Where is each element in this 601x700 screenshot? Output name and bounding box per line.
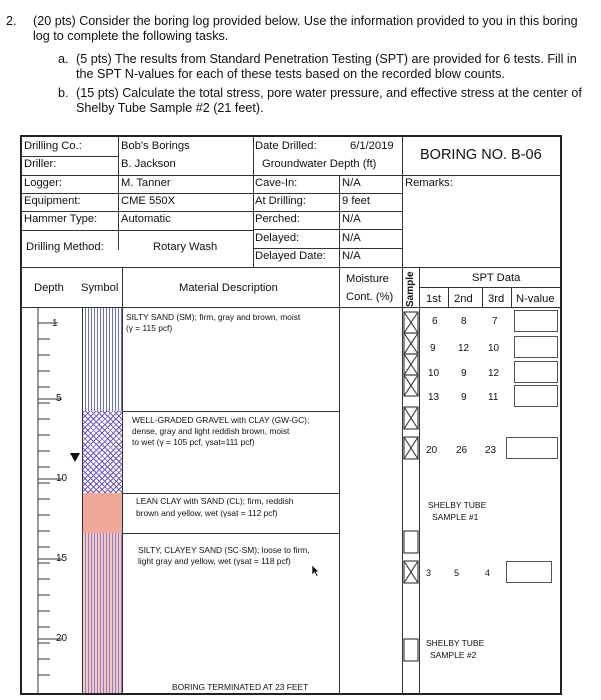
task-b-text: (15 pts) Calculate the total stress, pore water pressure, and effective stress at the center of Shelby Tube Sample #2 (21 feet).: [76, 86, 582, 116]
date-drilled-value: 6/1/2019: [350, 140, 394, 152]
hammer-value: Automatic: [121, 213, 171, 225]
driller-value: B. Jackson: [121, 158, 176, 170]
spt1-nvalue-box[interactable]: [514, 310, 558, 332]
task-a-text: (5 pts) The results from Standard Penetration Testing (SPT) are provided for 6 tests. Fill in the SPT N-values for each of these tests based on the recorded blow counts.: [76, 52, 577, 82]
shelby2-line2: SAMPLE #2: [430, 650, 477, 660]
spt5-1st: 20: [426, 445, 438, 456]
col-symbol: Symbol: [81, 282, 119, 294]
hammer-label: Hammer Type:: [24, 213, 98, 225]
col-depth: Depth: [34, 282, 64, 294]
col-sample: Sample: [405, 271, 416, 307]
shelby1-line1: SHELBY TUBE: [428, 500, 487, 510]
layer1-line2: (γ = 115 pcf): [126, 323, 173, 333]
driller-label: Driller:: [24, 158, 57, 170]
col-1st: 1st: [426, 293, 441, 305]
layer2-line1: WELL-GRADED GRAVEL with CLAY (GW-GC);: [132, 415, 310, 425]
perched-value: N/A: [342, 213, 361, 225]
spt4-nvalue-box[interactable]: [514, 385, 558, 407]
spt4-1st: 13: [428, 392, 440, 403]
col-material: Material Description: [179, 282, 278, 294]
spt3-2nd: 9: [461, 368, 467, 379]
depth-10: 10: [56, 473, 68, 484]
layer2-line2: dense, gray and light reddish brown, moist: [132, 426, 290, 436]
remarks-label: Remarks:: [405, 177, 453, 189]
layer3-line1: LEAN CLAY with SAND (CL); firm, reddish: [136, 496, 294, 506]
spt2-nvalue-box[interactable]: [514, 336, 558, 358]
task-b-letter: b.: [58, 86, 69, 100]
drilling-co-label: Drilling Co.:: [24, 140, 82, 152]
spt2-3rd: 10: [488, 343, 500, 354]
col-3rd: 3rd: [488, 293, 505, 305]
depth-1: 1: [52, 318, 58, 329]
shelby1-line2: SAMPLE #1: [432, 512, 479, 522]
spt3-1st: 10: [428, 368, 440, 379]
col-moisture-2: Cont. (%): [346, 291, 394, 303]
shelby2-line1: SHELBY TUBE: [426, 638, 485, 648]
drilling-co-value: Bob's Borings: [121, 140, 190, 152]
depth-15: 15: [56, 553, 68, 564]
cavein-value: N/A: [342, 177, 361, 189]
delayed-date-value: N/A: [342, 250, 361, 262]
boring-terminated: BORING TERMINATED AT 23 FEET: [172, 682, 309, 692]
drilling-method-value: Rotary Wash: [153, 241, 218, 253]
spt3-nvalue-box[interactable]: [514, 361, 558, 383]
date-drilled-label: Date Drilled:: [255, 140, 317, 152]
atdrilling-value: 9 feet: [342, 195, 370, 207]
question-number: 2.: [6, 14, 17, 28]
boring-log: [20, 135, 562, 695]
atdrilling-label: At Drilling:: [255, 195, 306, 207]
question-text: (20 pts) Consider the boring log provided below. Use the information provided to you in this boring log to complete the following tasks.: [33, 14, 578, 44]
col-spt: SPT Data: [472, 272, 521, 284]
symbol-clayey-sand: [82, 533, 122, 693]
spt6-2nd: 5: [454, 568, 460, 578]
logger-value: M. Tanner: [121, 177, 171, 189]
delayed-label: Delayed:: [255, 232, 300, 244]
task-a-letter: a.: [58, 52, 69, 66]
col-nvalue: N-value: [516, 293, 555, 305]
spt1-3rd: 7: [492, 316, 498, 327]
layer3-line2: brown and yellow, wet (γsat = 112 pcf): [136, 508, 278, 518]
delayed-date-label: Delayed Date:: [255, 250, 326, 262]
cavein-label: Cave-In:: [255, 177, 298, 189]
equipment-value: CME 550X: [121, 195, 176, 207]
layer1-line1: SILTY SAND (SM); firm, gray and brown, moist: [126, 312, 301, 322]
col-moisture: Moisture: [346, 273, 389, 285]
equipment-label: Equipment:: [24, 195, 81, 207]
spt4-3rd: 11: [488, 392, 499, 403]
delayed-value: N/A: [342, 232, 361, 244]
perched-label: Perched:: [255, 213, 300, 225]
spt3-3rd: 12: [488, 368, 500, 379]
spt4-2nd: 9: [461, 392, 467, 403]
water-table-icon: [70, 453, 80, 462]
boring-number: BORING NO. B-06: [420, 147, 542, 163]
spt2-1st: 9: [430, 343, 436, 354]
layer4-line1: SILTY, CLAYEY SAND (SC-SM); loose to firm,: [138, 545, 310, 555]
depth-5: 5: [56, 393, 62, 404]
spt1-2nd: 8: [461, 316, 467, 327]
spt6-3rd: 4: [485, 568, 491, 578]
spt6-nvalue-box[interactable]: [506, 561, 552, 583]
spt5-3rd: 23: [485, 445, 497, 456]
depth-20: 20: [56, 633, 68, 644]
logger-label: Logger:: [24, 177, 62, 189]
col-2nd: 2nd: [454, 293, 473, 305]
spt6-1st: 3: [426, 568, 432, 578]
groundwater-label: Groundwater Depth (ft): [262, 158, 377, 170]
symbol-gravel-clay: [82, 411, 122, 493]
drilling-method-label: Drilling Method:: [26, 241, 104, 253]
mouse-cursor-icon: [311, 564, 320, 582]
spt1-1st: 6: [432, 316, 438, 327]
spt2-2nd: 12: [458, 343, 470, 354]
layer4-line2: light gray and yellow, wet (γsat = 118 pcf): [138, 556, 291, 566]
spt5-2nd: 26: [456, 445, 468, 456]
symbol-silty-sand: [82, 308, 122, 411]
layer2-line3: to wet (γ = 105 pcf, γsat=111 pcf): [132, 437, 255, 447]
spt5-nvalue-box[interactable]: [506, 437, 558, 459]
symbol-lean-clay: [82, 493, 122, 533]
